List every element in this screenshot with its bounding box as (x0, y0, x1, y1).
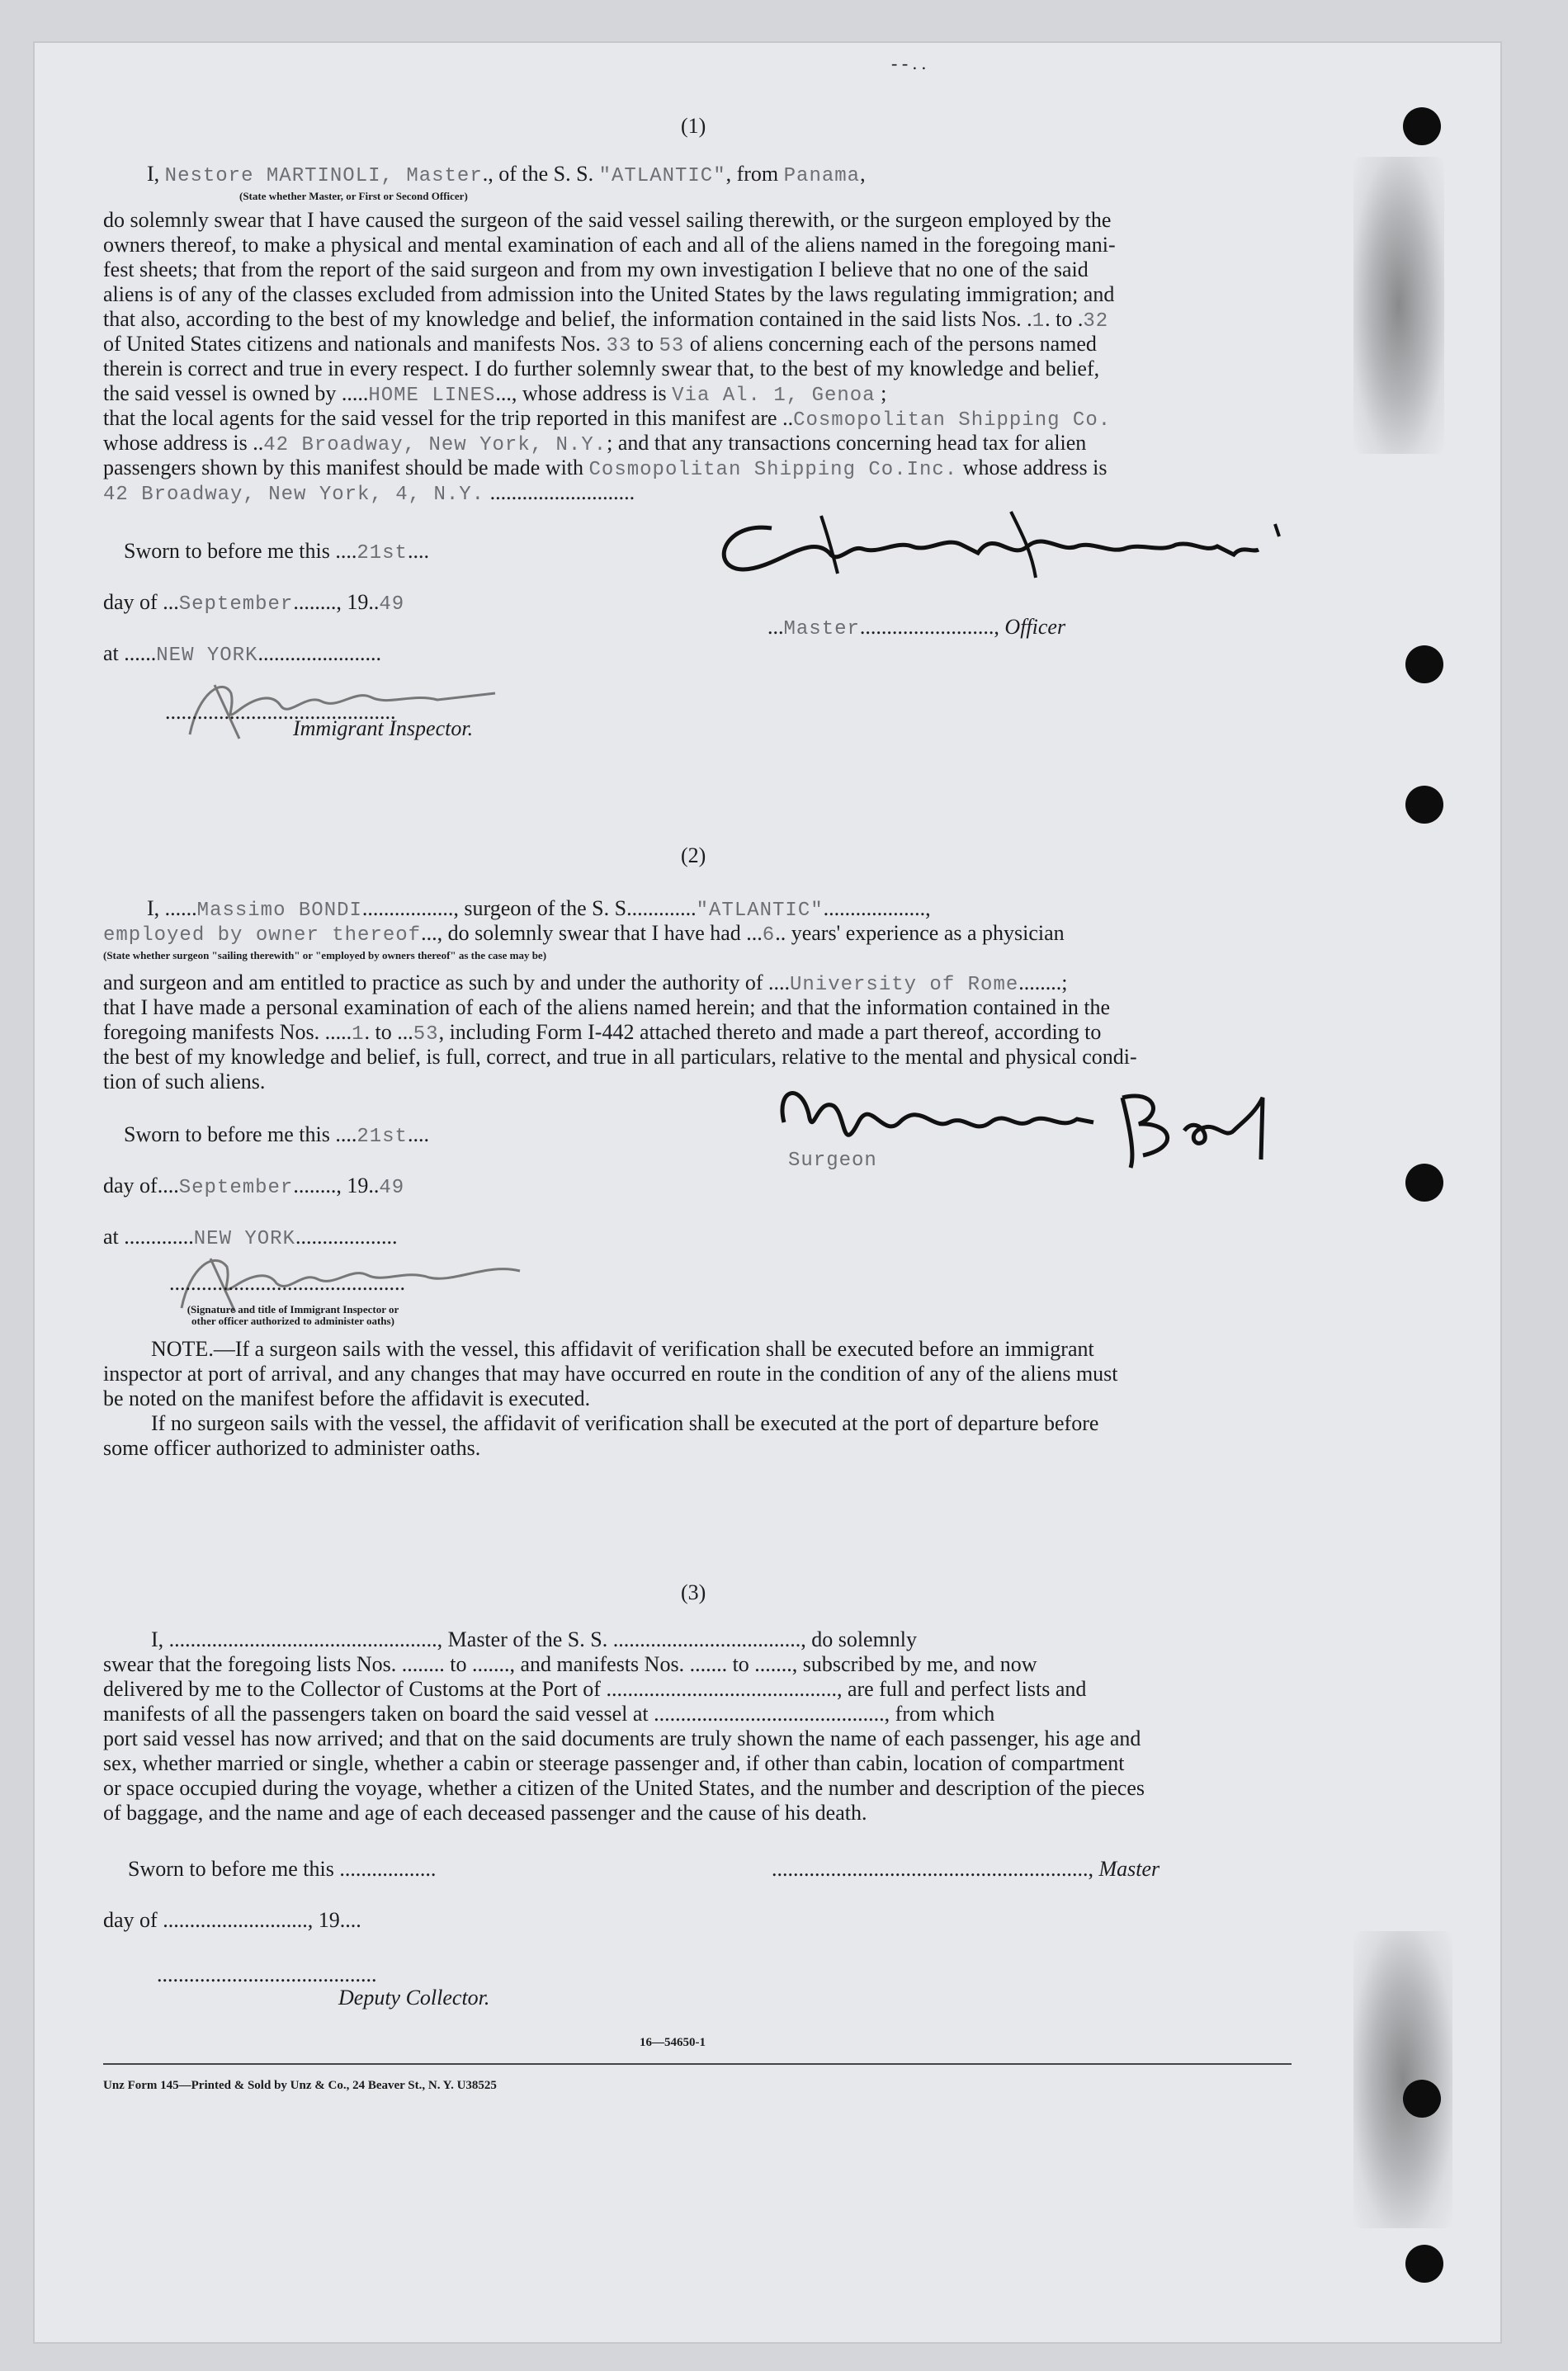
s1-place: NEW YORK (156, 645, 258, 667)
form-number: 16—54650-1 (640, 2036, 706, 2049)
s2-line-5: foregoing manifests Nos. .....1. to ...53, including Form I-442 attached thereto and made a part thereof, according to (103, 1020, 1102, 1046)
section-3-number: (3) (681, 1580, 706, 1604)
lists-to-field: 32 (1083, 310, 1109, 333)
agents-field: Cosmopolitan Shipping Co. (793, 409, 1112, 432)
s1-sworn-day: 21st (357, 542, 408, 564)
scan-smudge (1353, 157, 1444, 454)
s2-sworn-day: 21st (357, 1126, 408, 1148)
s2-line-1: I, ......Massimo BONDI................., surgeon of the S. S............."ATLANTIC"..................., (147, 896, 931, 922)
s1-line-12: passengers shown by this manifest should be made with Cosmopolitan Shipping Co.Inc. whose address is (103, 456, 1108, 481)
vessel-name-field: "ATLANTIC" (598, 165, 726, 187)
s3-line-3: delivered by me to the Collector of Customs at the Port of ..........................................., are full and perfect lists and (103, 1677, 1087, 1701)
s2-year: 49 (379, 1177, 405, 1199)
s3-master-line: ..........................................................., Master (772, 1857, 1160, 1881)
manifests-from-field: 33 (606, 335, 632, 357)
s3-collector-line: ......................................... (157, 1962, 377, 1986)
years-field: 6 (762, 924, 776, 947)
manifests-to-field: 53 (659, 335, 685, 357)
s1-line-1: I, Nestore MARTINOLI, Master., of the S. S. "ATLANTIC", from Panama, (147, 162, 866, 187)
s2-line-6: the best of my knowledge and belief, is full, correct, and true in all particulars, relative to the mental and physical condi- (103, 1045, 1137, 1069)
from-port-field: Panama (783, 165, 861, 187)
s1-line-4: fest sheets; that from the report of the said surgeon and from my own investigation I believe that no one of the said (103, 257, 1089, 281)
s2-month: September (178, 1177, 294, 1199)
master-signature (697, 495, 1308, 602)
s3-line-5: port said vessel has now arrived; and that on the said documents are truly shown the name of each passenger, his age and (103, 1726, 1141, 1750)
surgeon-label: Surgeon (788, 1150, 877, 1172)
s1-line-13: 42 Broadway, New York, 4, N.Y. ........................... (103, 480, 635, 506)
s1-line-7: of United States citizens and nationals and manifests Nos. 33 to 53 of aliens concerning each of the persons named (103, 332, 1097, 357)
punch-hole (1405, 1164, 1443, 1202)
headtax-address-field: 42 Broadway, New York, 4, N.Y. (103, 484, 485, 506)
s2-manifests-from: 1 (352, 1023, 365, 1046)
s1-day-of: day of ...September........, 19..49 (103, 590, 405, 616)
s1-line-2: do solemnly swear that I have caused the surgeon of the said vessel sailing therewith, or the surgeon employed by the (103, 208, 1112, 232)
s2-at: at .............NEW YORK................... (103, 1225, 398, 1250)
s3-line-6: sex, whether married or single, whether a cabin or steerage passenger and, if other than cabin, location of compartment (103, 1751, 1125, 1775)
s1-line-9: the said vessel is owned by .....HOME LINES..., whose address is Via Al. 1, Genoa ; (103, 381, 887, 407)
s3-line-8: of baggage, and the name and age of each deceased passenger and the cause of his death. (103, 1801, 867, 1825)
note-line-4: If no surgeon sails with the vessel, the affidavit of verification shall be executed at the port of departure before (151, 1411, 1099, 1435)
note-line-3: be noted on the manifest before the affidavit is executed. (103, 1386, 591, 1410)
s1-month: September (178, 593, 294, 616)
punch-hole (1403, 107, 1441, 145)
s2-vessel-field: "ATLANTIC" (696, 900, 824, 922)
top-marks: - - . . (891, 53, 927, 73)
employment-field: employed by owner thereof (103, 924, 422, 947)
s3-day-of: day of ..........................., 19.... (103, 1908, 361, 1932)
s1-inspector-dotline: ........................................... (165, 700, 396, 724)
authority-field: University of Rome (790, 974, 1019, 996)
scan-smudge (1353, 1931, 1452, 2228)
surgeon-signature (767, 1065, 1312, 1180)
s2-line-4: that I have made a personal examination of each of the aliens named herein; and that the information contained in the (103, 995, 1111, 1019)
s2-sworn: Sworn to before me this ....21st.... (124, 1122, 429, 1148)
agents-address-field: 42 Broadway, New York, N.Y. (263, 434, 607, 456)
s3-line-2: swear that the foregoing lists Nos. ........ to ......., and manifests Nos. ....... to ......., subscribed by me, and now (103, 1652, 1037, 1676)
lists-from-field: 1 (1032, 310, 1046, 333)
s2-line-2: employed by owner thereof..., do solemnly swear that I have had ...6.. years' experience as a physician (103, 921, 1065, 947)
s2-line-7: tion of such aliens. (103, 1070, 266, 1093)
s1-line-10: that the local agents for the said vessel for the trip reported in this manifest are ..Cosmopolitan Shipping Co. (103, 406, 1112, 432)
s1-line-8: therein is correct and true in every respect. I do further solemnly swear that, to the best of my knowledge and belief, (103, 357, 1100, 380)
note-line-2: inspector at port of arrival, and any changes that may have occurred en route in the condition of any of the aliens must (103, 1362, 1118, 1386)
footer-rule (103, 2063, 1292, 2065)
s1-line-5: aliens is of any of the classes excluded from admission into the United States by the laws regulating immigration; and (103, 282, 1115, 306)
s2-sig-note-2: other officer authorized to administer oaths) (191, 1315, 394, 1327)
surgeon-name-field: Massimo BONDI (196, 900, 362, 922)
section-1-number: (1) (681, 114, 706, 138)
punch-hole (1403, 2080, 1441, 2118)
s1-sworn: Sworn to before me this ....21st.... (124, 539, 429, 564)
note-line-1: NOTE.—If a surgeon sails with the vessel, this affidavit of verification shall be executed before an immigrant (151, 1337, 1094, 1361)
punch-hole (1405, 786, 1443, 824)
s1-officer-line: ...Master........................., Officer (767, 615, 1066, 640)
s3-collector-label: Deputy Collector. (338, 1986, 490, 2010)
s3-line-7: or space occupied during the voyage, whether a citizen of the United States, and the number and description of the pieces (103, 1776, 1145, 1800)
s1-line-3: owners thereof, to make a physical and mental examination of each and all of the aliens named in the foregoing mani- (103, 233, 1116, 257)
s1-inspector-label: Immigrant Inspector. (293, 716, 474, 740)
s1-year: 49 (379, 593, 405, 616)
s1-at: at ......NEW YORK....................... (103, 641, 381, 667)
s2-day-of: day of....September........, 19..49 (103, 1174, 405, 1199)
officer-title: Master (783, 618, 860, 640)
note-line-5: some officer authorized to administer oaths. (103, 1436, 481, 1460)
master-name-field: Nestore MARTINOLI, Master (164, 165, 483, 187)
owner-address-field: Via Al. 1, Genoa (672, 385, 876, 407)
s3-line-4: manifests of all the passengers taken on board the said vessel at ..........................................., from which (103, 1702, 995, 1726)
s2-sig-note-1: (Signature and title of Immigrant Inspector or (187, 1303, 399, 1315)
s2-inspector-dotline: ............................................ (169, 1271, 405, 1295)
s2-line-3: and surgeon and am entitled to practice as such by and under the authority of ....University of Rome........; (103, 971, 1068, 996)
s3-line-1: I, .................................................., Master of the S. S. ..................................., do solemnly (151, 1627, 918, 1651)
punch-hole (1405, 2245, 1443, 2283)
s1-line-6: that also, according to the best of my knowledge and belief, the information contained in the said lists Nos. .1. to .32 (103, 307, 1109, 333)
s2-line-2-note: (State whether surgeon "sailing therewith" or "employed by owners thereof" as the case may be) (103, 949, 547, 961)
s2-manifests-to: 53 (413, 1023, 439, 1046)
s2-place: NEW YORK (193, 1228, 295, 1250)
headtax-agent-field: Cosmopolitan Shipping Co.Inc. (588, 459, 958, 481)
s1-line-11: whose address is ..42 Broadway, New York, N.Y.; and that any transactions concerning head tax for alien (103, 431, 1087, 456)
section-2-number: (2) (681, 843, 706, 867)
printer-line: Unz Form 145—Printed & Sold by Unz & Co., 24 Beaver St., N. Y. U38525 (103, 2079, 497, 2092)
owner-field: HOME LINES (368, 385, 496, 407)
s1-line-1-note: (State whether Master, or First or Second Officer) (239, 190, 468, 202)
punch-hole (1405, 645, 1443, 683)
s3-sworn: Sworn to before me this .................. (128, 1857, 437, 1881)
